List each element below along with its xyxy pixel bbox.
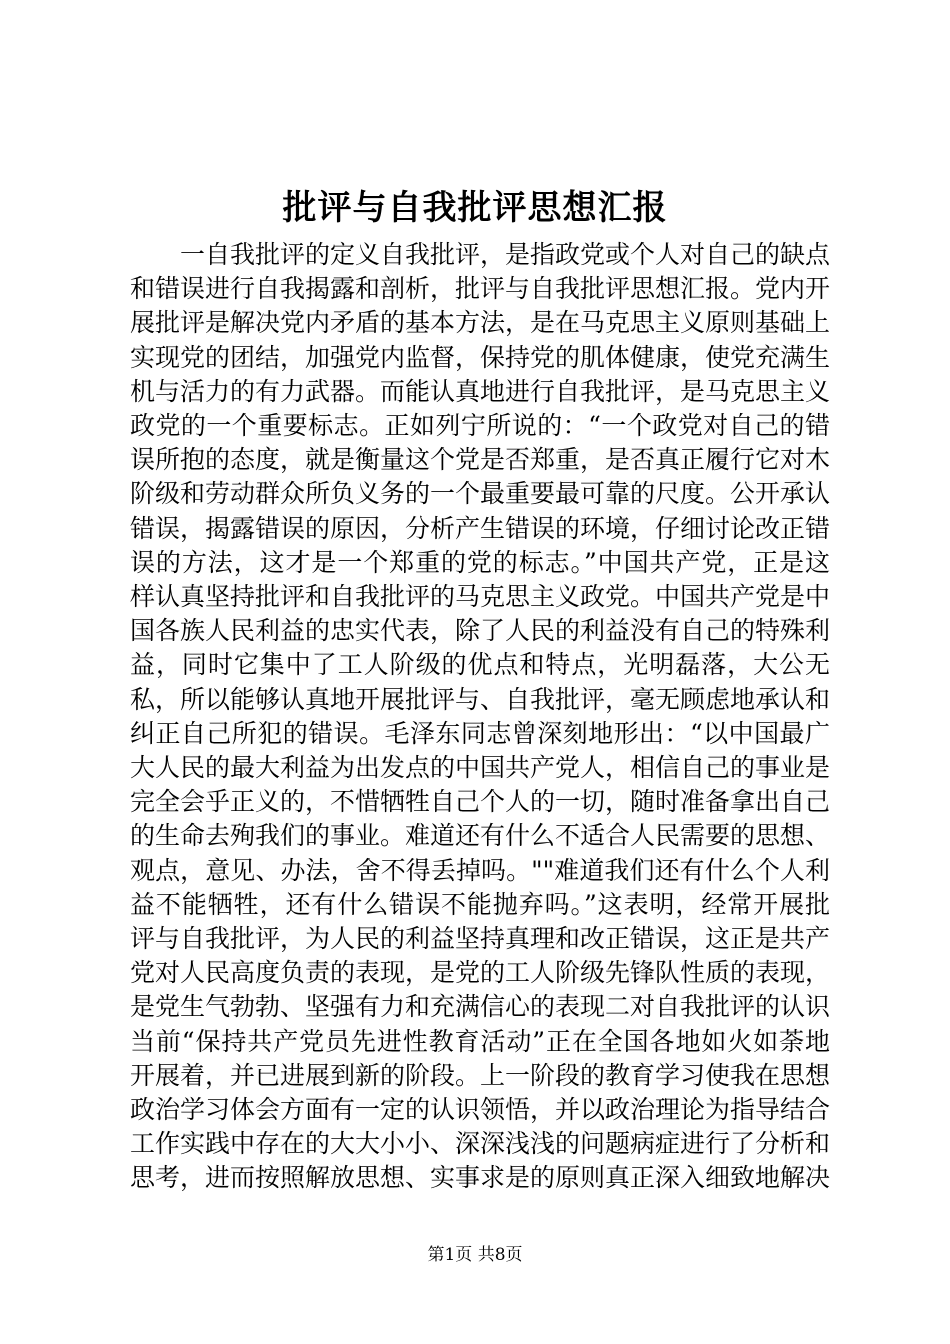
document-title: 批评与自我批评思想汇报	[282, 188, 668, 228]
document-body-paragraph: 一自我批评的定义自我批评，是指政党或个人对自己的缺点和错误进行自我揭露和剖析，批评与自我批评思想汇报。党内开展批评是解决党内矛盾的基本方法，是在马克思主义原则基础上实现党的团结，加强党内监督，保持党的肌体健康，使党充满生机与活力的有力武器。而能认真地进行自我批评，是马克思主义政党的一个重要标志。正如列宁所说的：“一个政党对自己的错误所抱的态度，就是衡量这个党是否郑重，是否真正履行它对木阶级和劳动群众所负义务的一个最重要最可靠的尺度。公开承认错误，揭露错误的原因，分析产生错误的环境，仔细讨论改正错误的方法，这才是一个郑重的党的标志。”中国共产党，正是这样认真坚持批评和自我批评的马克思主义政党。中国共产党是中国各族人民利益的忠实代表，除了人民的利益没有自己的特殊利益，同时它集中了工人阶级的优点和特点，光明磊落，大公无私，所以能够认真地开展批评与、自我批评，毫无顾虑地承认和纠正自己所犯的错误。毛泽东同志曾深刻地形出：“以中国最广大人民的最大利益为出发点的中国共产党人，相信自己的事业是完全会乎正义的，不惜牺牲自己个人的一切，随时准备拿出自己的生命去殉我们的事业。难道还有什么不适合人民需要的思想、观点，意见、办法，舍不得丢掉吗。""难道我们还有什么个人利益不能牺牲，还有什么错误不能抛弃吗。”这表明，经常开展批评与自我批评，为人民的利益坚持真理和改正错误，这正是共产党对人民高度负责的表现，是党的工人阶级先锋队性质的表现，是党生气勃勃、坚强有力和充满信心的表现二对自我批评的认识当前“保持共产党员先进性教育活动”正在全国各地如火如荼地开展着，并已进展到新的阶段。上一阶段的教育学习使我在思想政治学习体会方面有一定的认识领悟，并以政治理论为指导结合工作实践中存在的大大小小、深深浅浅的问题病症进行了分析和思考，进而按照解放思想、实事求是的原则真正深入细致地解决	[130, 240, 830, 1193]
page-number-footer: 第1页 共8页	[427, 1245, 523, 1265]
